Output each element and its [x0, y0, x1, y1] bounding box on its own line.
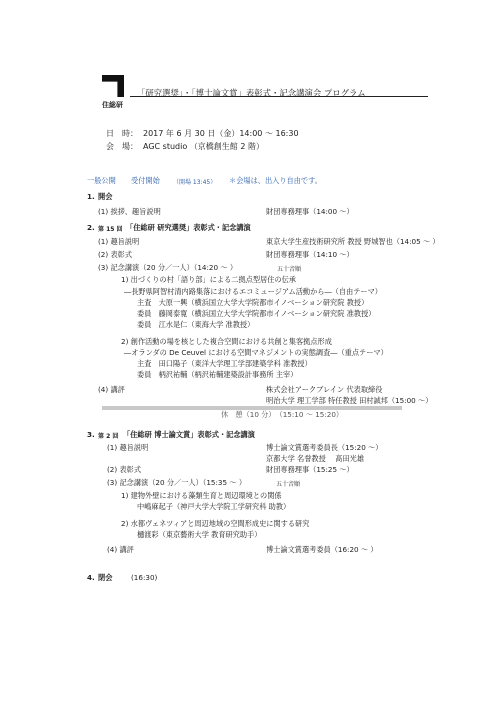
- section-2-num: 2.: [87, 223, 95, 232]
- s2-lecture-2-subtitle: ―オランダの De Ceuvel における空間マネジメントの実態調査―（重点テーマ）: [124, 348, 388, 357]
- reception-label: 受付開始: [131, 176, 160, 185]
- s2-lecture-1-member-a: 主査 大原一興（横浜国立大学大学院都市イノベーション研究院 教授）: [137, 298, 369, 307]
- s3-item-3-note: 五十音順: [276, 481, 301, 488]
- s3-lecture-1-title: 1) 建物外壁における藻類生育と周辺環境との関係: [121, 491, 282, 500]
- venue-label: 会 場：: [106, 142, 138, 151]
- s3-lecture-1-speaker: 中嶋麻起子（神戸大学大学院工学研究科 助教）: [137, 502, 291, 511]
- section-2-title: 「住総研 研究選奨」表彰式・記念講演: [126, 223, 251, 232]
- s3-lecture-2-title: 2) 水都ヴェネツィアと周辺地域の空間形成史に関する研究: [121, 519, 310, 528]
- section-3-num: 3.: [87, 430, 95, 439]
- s2-lecture-2-member-a: 主査 田口陽子（東洋大学理工学部建築学科 准教授）: [137, 359, 312, 368]
- s2-lecture-1-member-c: 委員 江水是仁（東海大学 准教授）: [137, 320, 255, 329]
- s1-item-1-right: 財団専務理事（14:00 〜）: [266, 207, 354, 216]
- s2-item-4-right-2: 明治大学 理工学部 特任教授 田村誠邦（15:00 〜）: [266, 396, 433, 405]
- s2-item-2-right: 財団専務理事（14:10 〜）: [266, 250, 354, 259]
- date-label: 日 時：: [106, 129, 138, 138]
- section-4-num: 4.: [87, 573, 95, 582]
- s2-item-3: (3) 記念講演（20 分／一人）（14:20 〜 ）: [98, 263, 238, 272]
- s2-lecture-2-title: 2) 創作活動の場を核とした複合空間における共創と集客拠点形成: [121, 337, 332, 346]
- s1-item-1: (1) 挨拶、趣旨説明: [98, 207, 161, 216]
- section-3-prefix: 第 2 回: [98, 433, 119, 440]
- s2-item-4-right-1: 株式会社アークブレイン 代表取締役: [266, 385, 383, 394]
- s2-item-3-note: 五十音順: [277, 266, 302, 273]
- s2-lecture-1-title: 1) 出づくりの村「語り部」による二拠点型居住の伝承: [121, 275, 296, 284]
- logo-text: 住総研: [102, 101, 123, 109]
- section-3-title: 「住総研 博士論文賞」表彰式・記念講演: [123, 430, 255, 439]
- date-value: 2017 年 6 月 30 日（金）14:00 〜 16:30: [143, 129, 299, 138]
- section-1-num: 1.: [87, 192, 95, 201]
- s2-lecture-1-subtitle: ―長野県阿智村清内路集落におけるエコミュージアム活動から―（自由テーマ）: [124, 287, 382, 296]
- section-4-time: (16:30): [131, 573, 158, 582]
- s2-item-4: (4) 講評: [98, 385, 125, 394]
- s2-item-1: (1) 趣旨説明: [98, 237, 140, 246]
- section-2-prefix: 第 15 回: [98, 226, 123, 233]
- section-4-title: 閉会: [98, 573, 113, 582]
- s3-item-1: (1) 趣旨説明: [107, 443, 149, 452]
- s2-lecture-2-member-b: 委員 柄沢祐輔（柄沢祐輔建築設計事務所 主宰）: [137, 370, 298, 379]
- public-label: 一般公開: [87, 176, 116, 185]
- logo-mark: [102, 75, 124, 97]
- s3-item-4: (4) 講評: [107, 545, 134, 554]
- entry-note: ＊会場は、出入り自由です。: [229, 176, 322, 185]
- s3-item-2-right: 財団専務理事（15:25 〜）: [266, 465, 354, 474]
- s3-item-4-right: 博士論文賞選考委員（16:20 〜 ）: [266, 545, 378, 554]
- s2-lecture-1-member-b: 委員 藤岡泰寛（横浜国立大学大学院都市イノベーション研究院 准教授）: [137, 309, 376, 318]
- s2-item-2: (2) 表彰式: [98, 250, 133, 259]
- venue-value: AGC studio （京橋創生館 2 階）: [143, 142, 264, 151]
- opening-time: （開場 13:45）: [173, 179, 217, 186]
- s3-item-1-right-2: 京都大学 名誉教授 髙田光雄: [266, 454, 365, 463]
- s2-item-1-right: 東京大学生産技術研究所 教授 野城智也（14:05 〜 ）: [266, 237, 440, 246]
- page-title: 「研究選奨」・「博士論文賞」表彰式・記念講演会 プログラム: [137, 88, 366, 98]
- s3-item-3: (3) 記念講演（20 分／一人）（15:35 〜 ）: [107, 478, 247, 487]
- s3-item-2: (2) 表彰式: [107, 465, 142, 474]
- s3-item-1-right-1: 博士論文賞選考委員長（15:20 〜）: [266, 443, 383, 452]
- section-1-title: 開会: [98, 192, 113, 201]
- s3-lecture-2-speaker: 樋渡彩（東京藝術大学 教育研究助手）: [137, 530, 262, 539]
- break-text: 休 憩（10 分） （15:10 〜 15:20）: [221, 410, 344, 419]
